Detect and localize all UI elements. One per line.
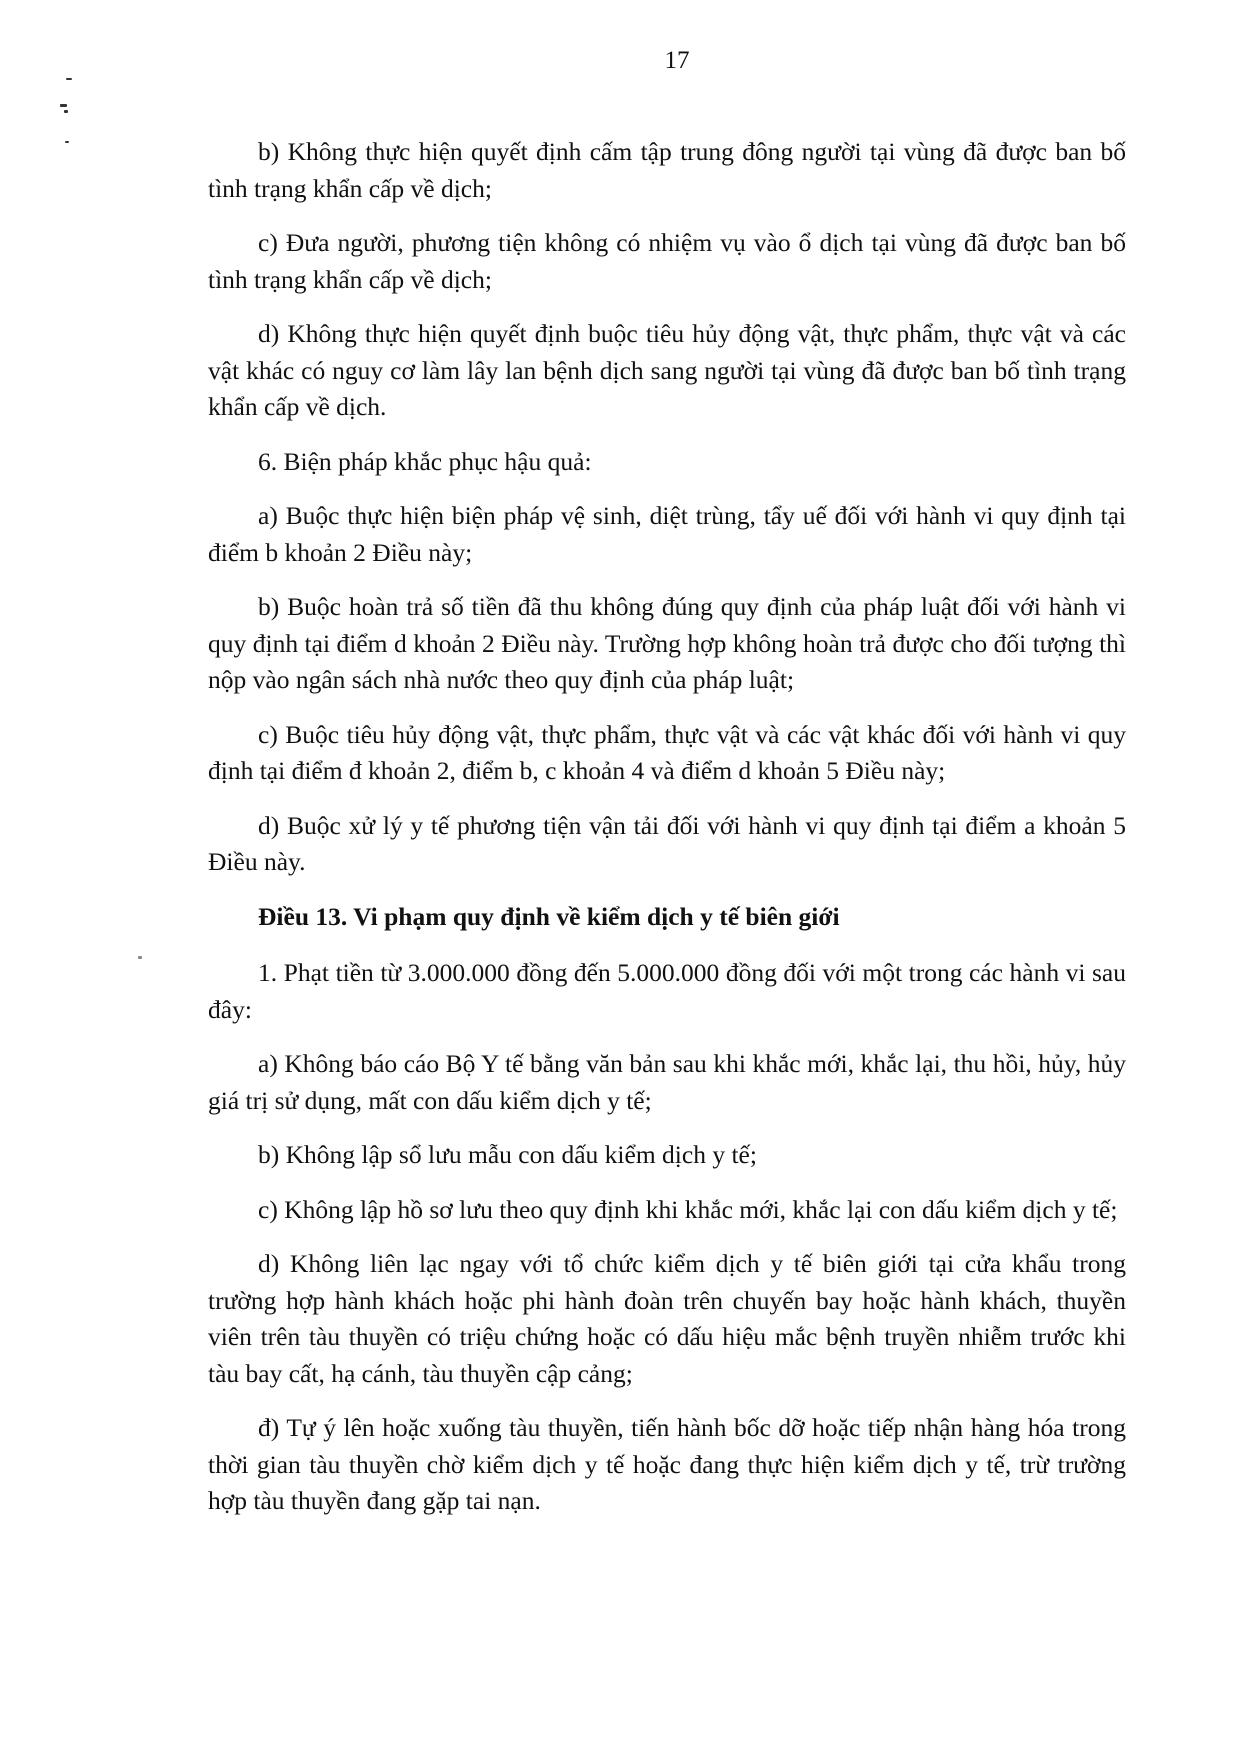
paragraph-clause-5d: d) Không thực hiện quyết định buộc tiêu hủy động vật, thực phẩm, thực vật và các vật khác có nguy cơ làm lây lan bệnh dịch sang người tại vùng đã được ban bố tình trạng khẩn cấp về dịch. <box>208 319 1126 421</box>
paragraph-article13-1b: b) Không lập sổ lưu mẫu con dấu kiểm dịch y tế; <box>258 1140 757 1169</box>
paragraph-remedy-a: a) Buộc thực hiện biện pháp vệ sinh, diệt trùng, tẩy uế đối với hành vi quy định tại điểm b khoản 2 Điều này; <box>208 501 1126 567</box>
paragraph-clause-5b: b) Không thực hiện quyết định cấm tập trung đông người tại vùng đã được ban bố tình trạng khẩn cấp về dịch; <box>208 137 1126 203</box>
paragraph-remedy-b: b) Buộc hoàn trả số tiền đã thu không đúng quy định của pháp luật đối với hành vi quy định tại điểm d khoản 2 Điều này. Trường hợp không hoàn trả được cho đối tượng thì nộp vào ngân sách nhà nước theo quy định của pháp luật; <box>208 592 1126 694</box>
article-13-heading: Điều 13. Vi phạm quy định về kiểm dịch y tế biên giới <box>258 901 840 931</box>
paragraph-remedial-measures: 6. Biện pháp khắc phục hậu quả: <box>258 446 592 476</box>
page-number: 17 <box>664 47 690 74</box>
paragraph-remedy-d: d) Buộc xử lý y tế phương tiện vận tải đối với hành vi quy định tại điểm a khoản 5 Điều này. <box>208 810 1126 876</box>
paragraph-article13-1dd: đ) Tự ý lên hoặc xuống tàu thuyền, tiến hành bốc dỡ hoặc tiếp nhận hàng hóa trong thời gian tàu thuyền chờ kiểm dịch y tế hoặc đang thực hiện kiểm dịch y tế, trừ trường hợp tàu thuyền đang gặp tai nạn. <box>208 1413 1126 1515</box>
paragraph-article13-1c: c) Không lập hồ sơ lưu theo quy định khi khắc mới, khắc lại con dấu kiểm dịch y tế; <box>258 1194 1118 1224</box>
document-body <box>208 134 1126 1538</box>
paragraph-remedy-c: c) Buộc tiêu hủy động vật, thực phẩm, thực vật và các vật khác đối với hành vi quy định tại điểm đ khoản 2, điểm b, c khoản 4 và điểm d khoản 5 Điều này; <box>208 719 1126 785</box>
paragraph-clause-5c: c) Đưa người, phương tiện không có nhiệm vụ vào ổ dịch tại vùng đã được ban bố tình trạng khẩn cấp về dịch; <box>208 228 1126 294</box>
paragraph-article13-1d: d) Không liên lạc ngay với tổ chức kiểm dịch y tế biên giới tại cửa khẩu trong trường hợp hành khách hoặc phi hành đoàn trên chuyến bay hoặc hành khách, thuyền viên trên tàu thuyền có triệu chứng hoặc có dấu hiệu mắc bệnh truyền nhiễm trước khi tàu bay cất, hạ cánh, tàu thuyền cập cảng; <box>208 1249 1126 1388</box>
paragraph-article13-clause-1: 1. Phạt tiền từ 3.000.000 đồng đến 5.000.000 đồng đối với một trong các hành vi sau đây: <box>208 958 1126 1024</box>
paragraph-article13-1a: a) Không báo cáo Bộ Y tế bằng văn bản sau khi khắc mới, khắc lại, thu hồi, hủy, hủy giá trị sử dụng, mất con dấu kiểm dịch y tế; <box>208 1049 1126 1115</box>
